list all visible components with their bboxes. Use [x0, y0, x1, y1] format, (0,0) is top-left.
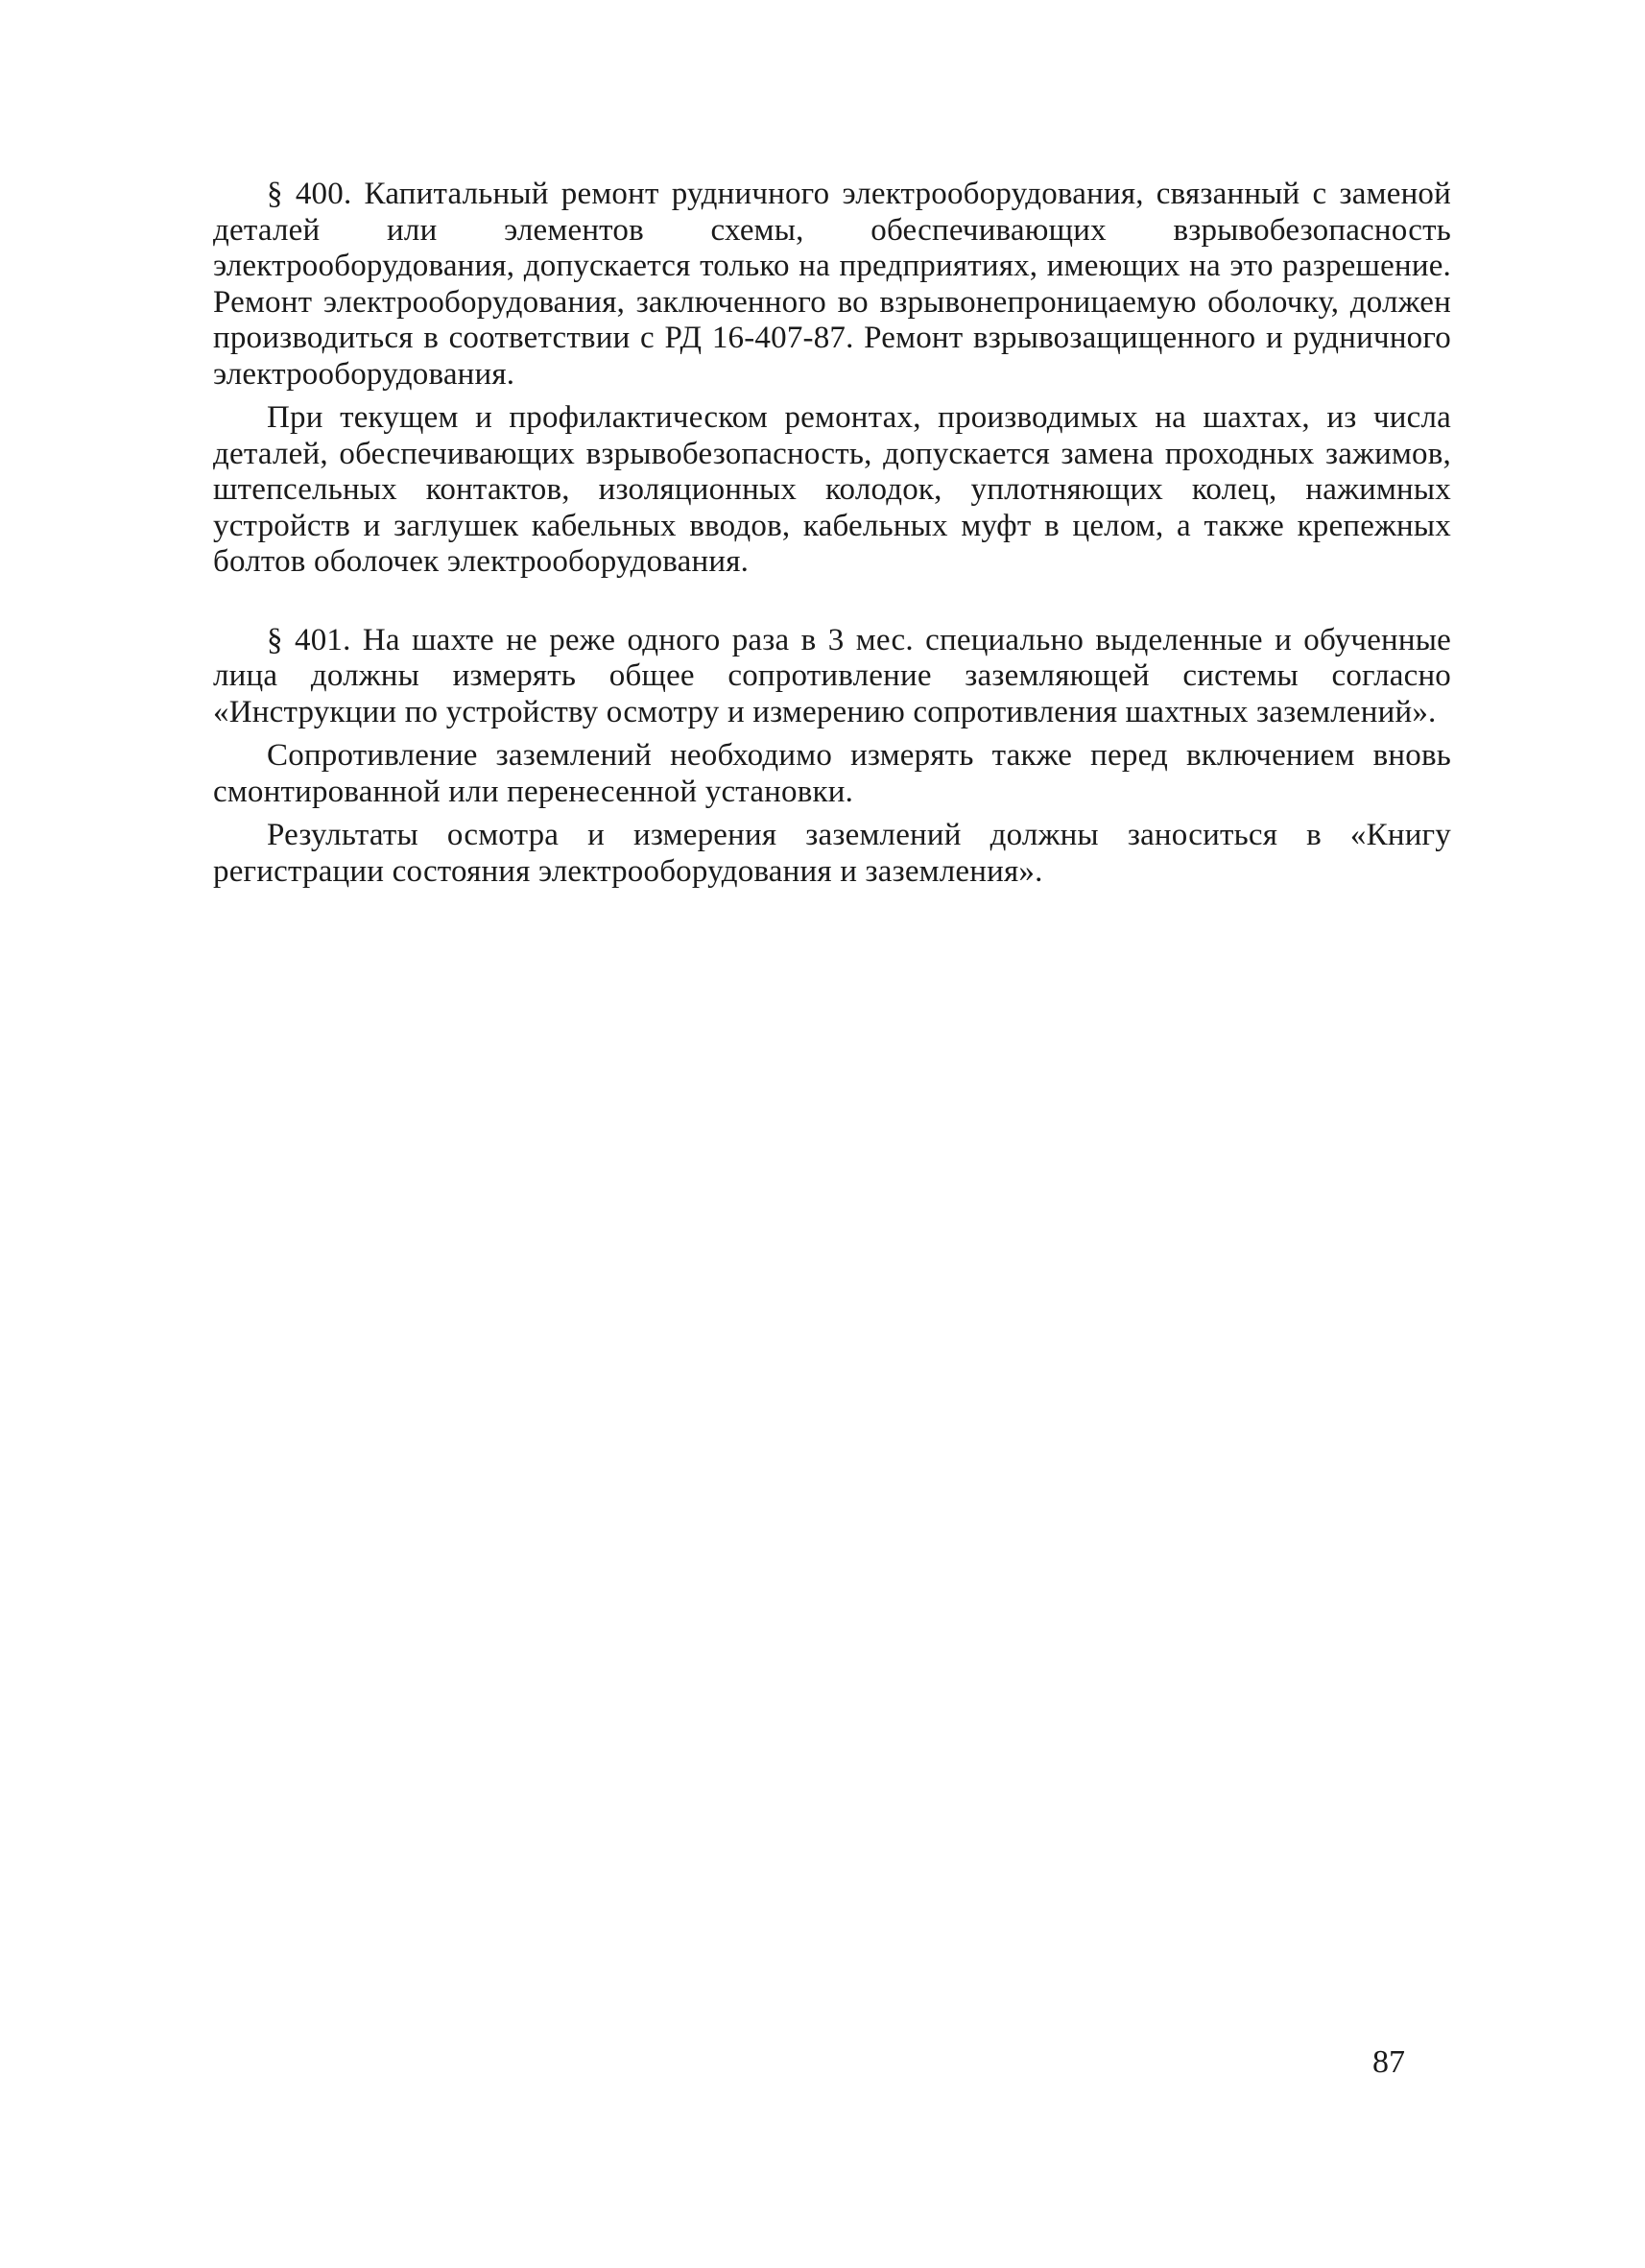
- paragraph-401-resistance: Сопротивление заземлений необходимо измерять также перед включением вновь смонтированной или перенесенной установки.: [213, 738, 1451, 809]
- paragraph-401-main: § 401. На шахте не реже одного раза в 3 мес. специально выделенные и обученные лица должны измерять общее сопротивление заземляющей системы согласно «Инструкции по устройству осмотру и измерению сопротивления шахтных заземлений».: [213, 622, 1451, 729]
- paragraph-401-results: Результаты осмотра и измерения заземлений должны заноситься в «Книгу регистрации состояния электрооборудования и заземления».: [213, 818, 1451, 889]
- page-number: 87: [1372, 2044, 1405, 2080]
- section-divider-space: [213, 581, 1451, 623]
- paragraph-400-main: § 400. Капитальный ремонт рудничного электрооборудования, связанный с заменой деталей или элементов схемы, обеспечивающих взрывобезопасность электрооборудования, допускается только на предприятиях, имеющих на это разрешение. Ремонт электрооборудования, заключенного во взрывонепроницаемую оболочку, должен производиться в соответствии с РД 16-407-87. Ремонт взрывозащищенного и рудничного электрооборудования.: [213, 177, 1451, 392]
- document-body: [213, 177, 1451, 890]
- paragraph-400-repairs: При текущем и профилактическом ремонтах, производимых на шахтах, из числа деталей, обеспечивающих взрывобезопасность, допускается замена проходных зажимов, штепсельных контактов, изоляционных колодок, уплотняющих колец, нажимных устройств и заглушек кабельных вводов, кабельных муфт в целом, а также крепежных болтов оболочек электрооборудования.: [213, 400, 1451, 579]
